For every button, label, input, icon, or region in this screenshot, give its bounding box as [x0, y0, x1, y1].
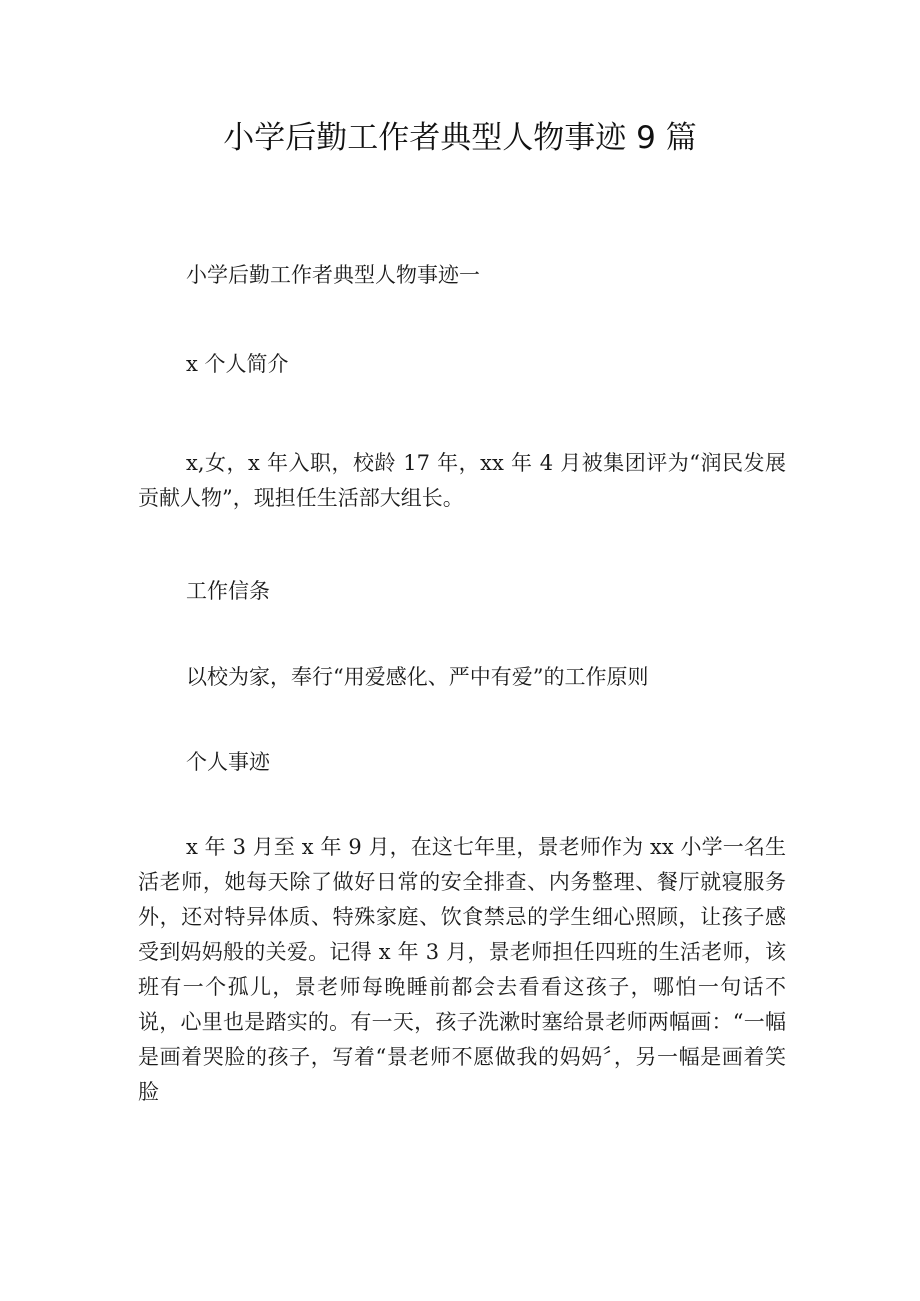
motto-heading: 工作信条: [186, 579, 270, 603]
deeds-paragraph: x 年 3 月至 x 年 9 月，在这七年里，景老师作为 xx 小学一名生活老师，她每天除了做好日常的安全排查、内务整理、餐厅就寝服务外，还对特异体质、特殊家庭、饮食禁忌的学生细心照顾，让孩子感受到妈妈般的关爱。记得 x 年 3 月，景老师担任四班的生活老师，该班有一个孤儿，景老师每晚睡前都会去看看这孩子，哪怕一句话不说，心里也是踏实的。有一天，孩子洗漱时塞给景老师两幅画：“一幅是画着哭脸的孩子，写着“景老师不愿做我的妈妈〞，另一幅是画着笑脸: [138, 835, 786, 1104]
profile-heading: x 个人简介: [186, 352, 289, 376]
motto-paragraph: 以校为家，奉行“用爱感化、严中有爱”的工作原则: [186, 665, 649, 689]
section-heading-one: 小学后勤工作者典型人物事迹一: [186, 263, 480, 287]
deeds-heading: 个人事迹: [186, 750, 270, 774]
profile-paragraph: x,女，x 年入职，校龄 17 年，xx 年 4 月被集团评为“润民发展贡献人物”，现担任生活部大组长。: [138, 451, 786, 510]
document-title: 小学后勤工作者典型人物事迹 9 篇: [223, 120, 697, 156]
